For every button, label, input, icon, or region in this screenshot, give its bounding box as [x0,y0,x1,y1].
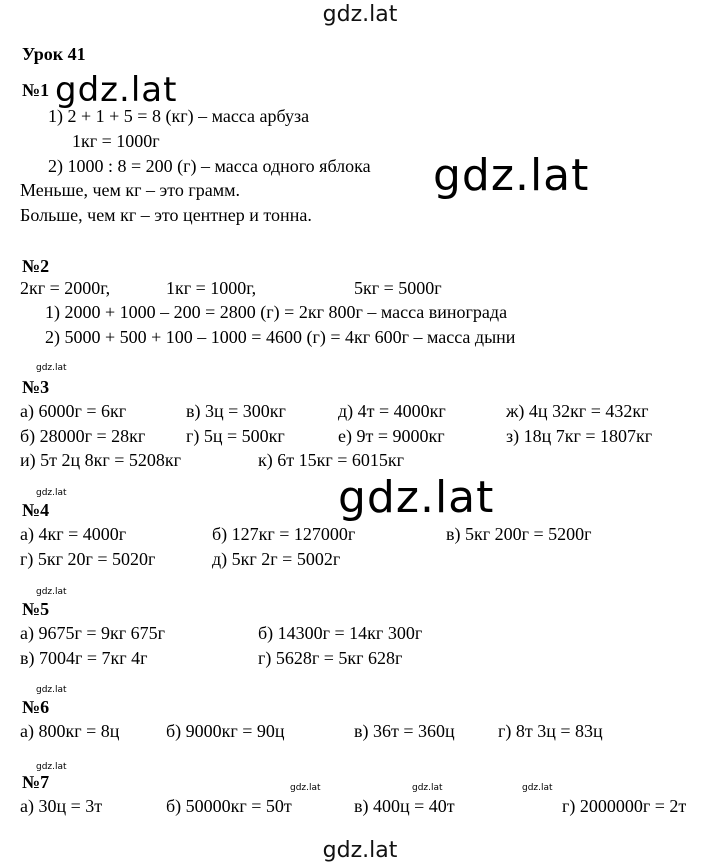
watermark-large-2: gdz.lat [433,150,590,201]
task6-item-v: в) 36т = 360ц [354,721,455,741]
lesson-title: Урок 41 [22,44,86,64]
task2-conversion-1: 2кг = 2000г, [20,278,111,298]
watermark-small-1: gdz.lat [36,363,67,373]
task6-item-a: а) 800кг = 8ц [20,721,120,741]
task7-heading: №7 [22,772,50,792]
watermark-bottom: gdz.lat [322,838,398,863]
task2-conversion-3: 5кг = 5000г [354,278,442,298]
task7-item-g: г) 2000000г = 2т [562,796,687,816]
task3-item-d: д) 4т = 4000кг [338,401,446,421]
task3-item-g: г) 5ц = 500кг [186,426,285,446]
task4-item-g: г) 5кг 20г = 5020г [20,549,156,569]
task5-item-b: б) 14300г = 14кг 300г [258,623,423,643]
task4-item-a: а) 4кг = 4000г [20,524,127,544]
task2-line-2: 2) 5000 + 500 + 100 – 1000 = 4600 (г) = 4кг 600г – масса дыни [45,327,516,347]
task1-line-2: 1кг = 1000г [72,131,160,151]
task6-item-b: б) 9000кг = 90ц [166,721,285,741]
watermark-small-5: gdz.lat [36,762,67,772]
task3-item-k: к) 6т 15кг = 6015кг [258,450,405,470]
task5-heading: №5 [22,599,50,619]
task7-item-a: а) 30ц = 3т [20,796,103,816]
task3-item-e: е) 9т = 9000кг [338,426,445,446]
task4-item-b: б) 127кг = 127000г [212,524,356,544]
watermark-large-1: gdz.lat [55,70,178,110]
watermark-small-6: gdz.lat [290,783,321,793]
task1-line-3: 2) 1000 : 8 = 200 (г) – масса одного яблока [48,156,371,176]
task3-item-a: а) 6000г = 6кг [20,401,127,421]
task4-item-d: д) 5кг 2г = 5002г [212,549,341,569]
task7-item-v: в) 400ц = 40т [354,796,455,816]
task4-item-v: в) 5кг 200г = 5200г [446,524,592,544]
task2-conversion-2: 1кг = 1000г, [166,278,257,298]
task1-line-4: Меньше, чем кг – это грамм. [20,180,241,200]
task5-item-v: в) 7004г = 7кг 4г [20,648,148,668]
watermark-large-3: gdz.lat [338,472,495,523]
task3-item-i: и) 5т 2ц 8кг = 5208кг [20,450,182,470]
watermark-top: gdz.lat [322,2,398,27]
watermark-small-8: gdz.lat [522,783,553,793]
task3-item-zh: ж) 4ц 32кг = 432кг [506,401,649,421]
task5-item-a: а) 9675г = 9кг 675г [20,623,166,643]
task1-line-1: 1) 2 + 1 + 5 = 8 (кг) – масса арбуза [48,106,310,126]
watermark-small-7: gdz.lat [412,783,443,793]
task7-item-b: б) 50000кг = 50т [166,796,292,816]
watermark-small-2: gdz.lat [36,488,67,498]
task1-heading: №1 [22,80,50,100]
task1-line-5: Больше, чем кг – это центнер и тонна. [20,205,312,225]
task6-heading: №6 [22,697,50,717]
watermark-small-3: gdz.lat [36,587,67,597]
task3-item-b: б) 28000г = 28кг [20,426,146,446]
task3-item-z: з) 18ц 7кг = 1807кг [506,426,653,446]
task2-line-1: 1) 2000 + 1000 – 200 = 2800 (г) = 2кг 800г – масса винограда [45,302,508,322]
task3-heading: №3 [22,377,50,397]
task2-heading: №2 [22,256,50,276]
watermark-small-4: gdz.lat [36,685,67,695]
task3-item-v: в) 3ц = 300кг [186,401,286,421]
task6-item-g: г) 8т 3ц = 83ц [498,721,603,741]
task5-item-g: г) 5628г = 5кг 628г [258,648,403,668]
task4-heading: №4 [22,500,50,520]
